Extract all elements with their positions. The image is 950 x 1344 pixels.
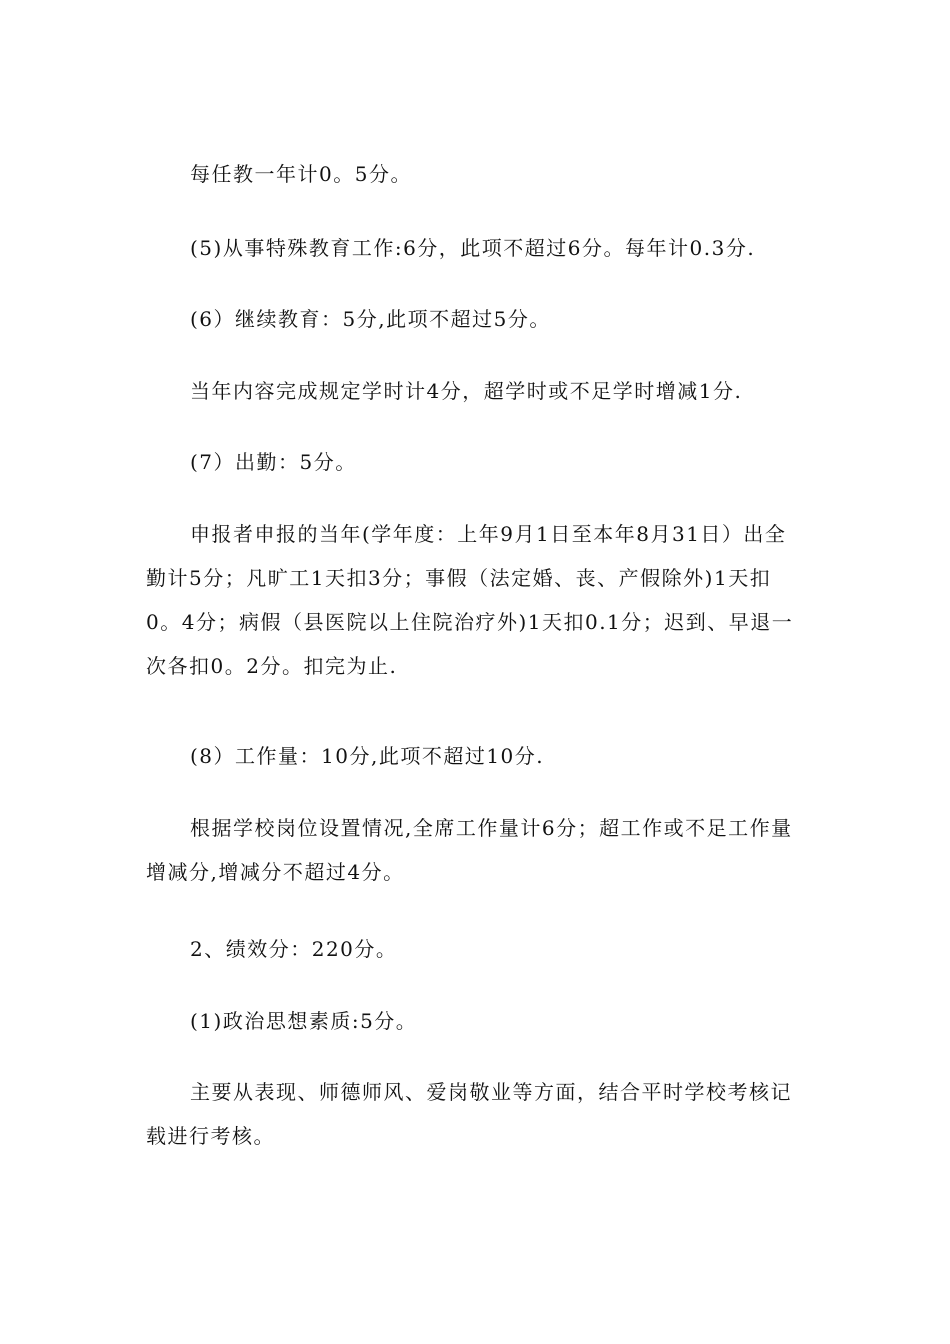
paragraph-assessment-basis: 主要从表现、师德师风、爱岗敬业等方面，结合平时学校考核记载进行考核。 [146,1080,792,1148]
paragraph-attendance: (7）出勤：5分。 [190,450,357,474]
paragraph-teaching-years: 每任教一年计0。5分。 [190,162,412,186]
paragraph-workload-rules: 根据学校岗位设置情况,全席工作量计6分；超工作或不足工作量增减分,增减分不超过4分。 [146,816,793,884]
paragraph-continuing-education: (6）继续教育：5分,此项不超过5分。 [190,307,551,331]
paragraph-study-hours: 当年内容完成规定学时计4分，超学时或不足学时增减1分. [190,379,743,403]
paragraph-workload: (8）工作量：10分,此项不超过10分. [190,744,545,768]
paragraph-performance-score: 2、绩效分：220分。 [190,937,398,961]
paragraph-political-quality: (1)政治思想素质:5分。 [190,1009,418,1033]
paragraph-special-education: (5)从事特殊教育工作:6分，此项不超过6分。每年计0.3分. [190,236,756,260]
paragraph-attendance-rules: 申报者申报的当年(学年度：上年9月1日至本年8月31日）出全勤计5分；凡旷工1天扣3分；事假（法定婚、丧、产假除外)1天扣0。4分；病假（县医院以上住院治疗外)1天扣0.1分；迟到、早退一次各扣0。2分。扣完为止. [146,522,794,678]
